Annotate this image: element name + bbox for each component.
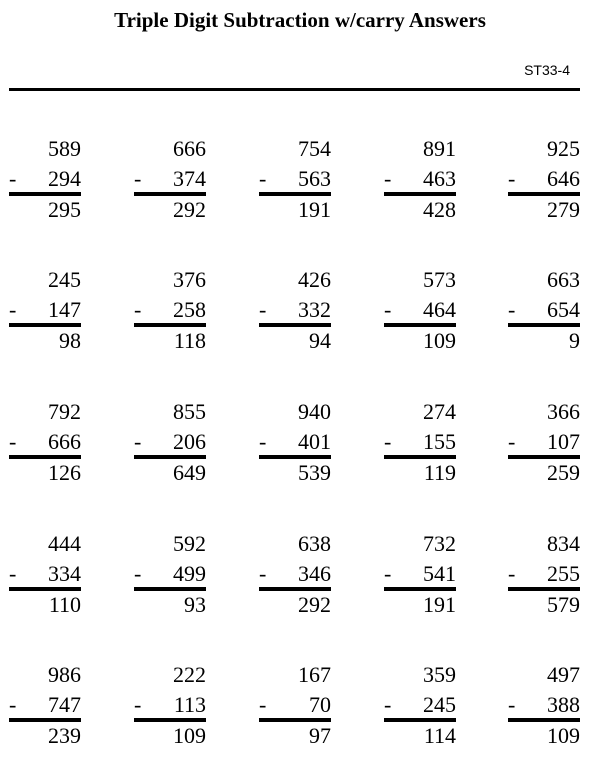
answer-line: [134, 323, 206, 327]
answer: 191: [423, 592, 456, 617]
minuend: 589: [48, 136, 81, 161]
minuend: 638: [298, 531, 331, 556]
minus-sign: -: [134, 561, 142, 586]
answer-line: [259, 455, 331, 459]
answer-line: [259, 323, 331, 327]
subtraction-problem: [134, 137, 206, 233]
answer-line: [508, 323, 580, 327]
minus-sign: -: [508, 561, 516, 586]
minus-sign: -: [134, 166, 142, 191]
answer: 579: [547, 592, 580, 617]
answer-line: [384, 192, 456, 196]
subtrahend: 541: [423, 561, 456, 586]
answer: 191: [298, 197, 331, 222]
subtraction-problem: [259, 532, 331, 628]
subtrahend: 147: [48, 297, 81, 322]
subtraction-problem: [508, 532, 580, 628]
minus-sign: -: [134, 429, 142, 454]
subtraction-problem: [134, 663, 206, 759]
answer-line: [508, 587, 580, 591]
subtraction-problem: [508, 137, 580, 233]
minuend: 573: [423, 267, 456, 292]
answer: 259: [547, 460, 580, 485]
subtraction-problem: [134, 532, 206, 628]
subtrahend: 374: [173, 166, 206, 191]
answer: 98: [59, 328, 81, 353]
answer-line: [134, 192, 206, 196]
answer: 97: [309, 723, 331, 748]
minuend: 834: [547, 531, 580, 556]
answer: 649: [173, 460, 206, 485]
answer-line: [384, 718, 456, 722]
answer-line: [9, 455, 81, 459]
minus-sign: -: [134, 692, 142, 717]
subtrahend: 463: [423, 166, 456, 191]
minuend: 666: [173, 136, 206, 161]
subtrahend: 388: [547, 692, 580, 717]
answer-line: [259, 718, 331, 722]
subtraction-problem: [9, 268, 81, 364]
worksheet-title: Triple Digit Subtraction w/carry Answers: [114, 8, 486, 32]
minus-sign: -: [134, 297, 142, 322]
subtraction-problem: [9, 663, 81, 759]
minus-sign: -: [259, 297, 267, 322]
minuend: 376: [173, 267, 206, 292]
minuend: 167: [298, 662, 331, 687]
minuend: 274: [423, 399, 456, 424]
answer-line: [134, 587, 206, 591]
subtraction-problem: [384, 532, 456, 628]
minuend: 663: [547, 267, 580, 292]
subtraction-problem: [9, 532, 81, 628]
answer: 9: [569, 328, 580, 353]
minus-sign: -: [9, 429, 17, 454]
minus-sign: -: [508, 166, 516, 191]
subtraction-problem: [384, 400, 456, 496]
answer: 109: [547, 723, 580, 748]
minus-sign: -: [508, 429, 516, 454]
subtrahend: 747: [48, 692, 81, 717]
minuend: 497: [547, 662, 580, 687]
subtraction-problem: [384, 663, 456, 759]
subtraction-problem: [259, 137, 331, 233]
answer: 428: [423, 197, 456, 222]
subtrahend: 245: [423, 692, 456, 717]
subtraction-problem: [508, 268, 580, 364]
answer: 109: [423, 328, 456, 353]
answer: 292: [298, 592, 331, 617]
minuend: 940: [298, 399, 331, 424]
subtrahend: 258: [173, 297, 206, 322]
subtrahend: 155: [423, 429, 456, 454]
subtrahend: 334: [48, 561, 81, 586]
answer-line: [384, 455, 456, 459]
minuend: 592: [173, 531, 206, 556]
minus-sign: -: [9, 297, 17, 322]
answer: 118: [173, 328, 206, 353]
answer: 279: [547, 197, 580, 222]
minuend: 754: [298, 136, 331, 161]
minuend: 366: [547, 399, 580, 424]
subtrahend: 666: [48, 429, 81, 454]
subtrahend: 646: [547, 166, 580, 191]
answer-line: [9, 718, 81, 722]
subtrahend: 107: [547, 429, 580, 454]
subtraction-problem: [384, 137, 456, 233]
subtrahend: 654: [547, 297, 580, 322]
minuend: 444: [48, 531, 81, 556]
subtraction-problem: [134, 268, 206, 364]
subtraction-problem: [9, 137, 81, 233]
minus-sign: -: [508, 297, 516, 322]
subtraction-problem: [384, 268, 456, 364]
subtraction-problem: [9, 400, 81, 496]
subtrahend: 332: [298, 297, 331, 322]
minuend: 245: [48, 267, 81, 292]
minuend: 732: [423, 531, 456, 556]
minuend: 925: [547, 136, 580, 161]
answer-line: [508, 192, 580, 196]
subtraction-problem: [259, 268, 331, 364]
answer: 110: [48, 592, 81, 617]
answer: 539: [298, 460, 331, 485]
minus-sign: -: [508, 692, 516, 717]
subtrahend: 563: [298, 166, 331, 191]
minus-sign: -: [384, 692, 392, 717]
minuend: 855: [173, 399, 206, 424]
answer: 126: [48, 460, 81, 485]
answer-line: [508, 718, 580, 722]
subtraction-problem: [508, 663, 580, 759]
minuend: 359: [423, 662, 456, 687]
subtrahend: 255: [547, 561, 580, 586]
minus-sign: -: [384, 166, 392, 191]
answer-line: [134, 455, 206, 459]
subtrahend: 206: [173, 429, 206, 454]
subtraction-problem: [134, 400, 206, 496]
answer-line: [9, 192, 81, 196]
minus-sign: -: [384, 429, 392, 454]
answer-line: [384, 323, 456, 327]
minuend: 426: [298, 267, 331, 292]
answer: 292: [173, 197, 206, 222]
minuend: 222: [173, 662, 206, 687]
minuend: 986: [48, 662, 81, 687]
answer: 94: [309, 328, 331, 353]
subtrahend: 499: [173, 561, 206, 586]
minus-sign: -: [384, 561, 392, 586]
minus-sign: -: [9, 692, 17, 717]
minus-sign: -: [259, 561, 267, 586]
answer: 119: [423, 460, 456, 485]
answer-line: [259, 587, 331, 591]
subtrahend: 401: [298, 429, 331, 454]
minuend: 891: [423, 136, 456, 161]
answer: 239: [48, 723, 81, 748]
subtrahend: 464: [423, 297, 456, 322]
subtrahend: 346: [298, 561, 331, 586]
minus-sign: -: [9, 166, 17, 191]
answer: 295: [48, 197, 81, 222]
minus-sign: -: [9, 561, 17, 586]
minuend: 792: [48, 399, 81, 424]
subtraction-problem: [259, 400, 331, 496]
minus-sign: -: [259, 692, 267, 717]
answer: 109: [173, 723, 206, 748]
answer: 93: [184, 592, 206, 617]
subtraction-problem: [259, 663, 331, 759]
subtrahend: 70: [309, 692, 331, 717]
answer-line: [134, 718, 206, 722]
minus-sign: -: [384, 297, 392, 322]
answer: 114: [423, 723, 456, 748]
minus-sign: -: [259, 166, 267, 191]
subtrahend: 113: [173, 692, 206, 717]
minus-sign: -: [259, 429, 267, 454]
answer-line: [9, 323, 81, 327]
answer-line: [9, 587, 81, 591]
subtrahend: 294: [48, 166, 81, 191]
subtraction-problem: [508, 400, 580, 496]
answer-line: [384, 587, 456, 591]
worksheet-code: ST33-4: [524, 62, 570, 78]
answer-line: [259, 192, 331, 196]
answer-line: [508, 455, 580, 459]
